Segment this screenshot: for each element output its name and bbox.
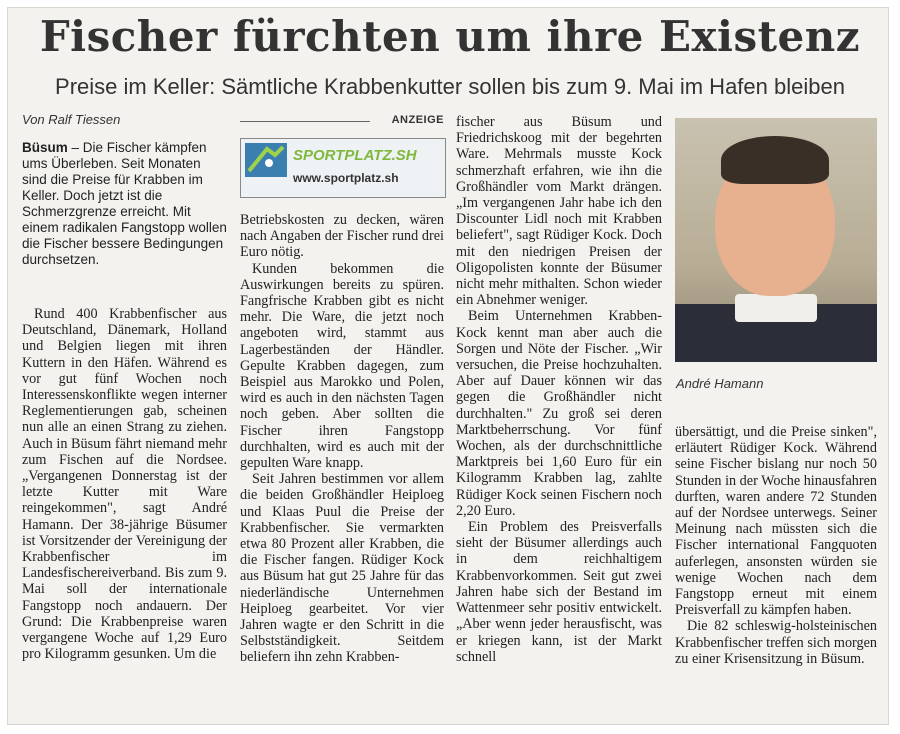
lead-text: – Die Fischer kämpfen ums Überleben. Seit Monaten sind die Preise für Krabben im Keller. Doch jetzt ist die Schmerzgrenze erreicht. Mit einem radikalen Fangstopp wollen die Fischer bessere Bedingungen durchsetzen.	[22, 140, 227, 267]
paragraph: Die 82 schleswig-holsteinischen Krabbenfischer treffen sich morgen zu einer Krisensitzung in Büsum.	[675, 618, 877, 667]
column-2	[240, 212, 444, 666]
sportplatz-ad[interactable]	[240, 138, 446, 198]
subheadline: Preise im Keller: Sämtliche Krabbenkutter sollen bis zum 9. Mai im Hafen bleiben	[55, 74, 845, 99]
paragraph: Seit Jahren bestimmen vor allem die beiden Großhändler Heiploeg und Klaas Puul die Preise der Krabbenfischer. Sie vermarkten etwa 80 Prozent aller Krabben, die die Fischer fangen. Rüdiger Kock aus Büsum hat gut 25 Jahre für das niederländische Unternehmen Heiploeg gearbeitet. Vor vier Jahren wagte er den Schritt in die Selbstständigkeit. Seitdem beliefern ihn zehn Krabben-	[240, 471, 444, 666]
column-1	[22, 306, 227, 662]
ad-divider	[240, 121, 370, 122]
paragraph: Beim Unternehmen Krabben-Kock kennt man aber auch die Sorgen und Nöte der Fischer. „Wir versuchen, die Preise hochzuhalten. Aber auf Dauer können wir das gegen die Großhändler nicht durchhalten." Zu groß sei deren Marktbeherrschung. Vor fünf Wochen, als der durchschnittliche Marktpreis bei 1,60 Euro für ein Kilogramm Krabben lag, zahlte Rüdiger Kock seinen Fischern noch 2,20 Euro.	[456, 308, 662, 519]
photo-collar	[735, 294, 817, 322]
portrait-photo	[675, 118, 877, 362]
ad-brand: SPORTPLATZ.SH	[293, 147, 417, 164]
paragraph: Rund 400 Krabbenfischer aus Deutschland, Dänemark, Holland und Belgien liegen mit ihren Kuttern in den Häfen. Während es vor gut fünf Wochen noch Interessenskonflikte wegen interner Reglementierungen gab, scheinen nun alle an einen Strang zu ziehen. Auch in Büsum fährt niemand mehr zum Fischen auf die Nordsee. „Vergangenen Donnerstag ist der letzte Kutter mit Ware reingekommen", sagt André Hamann. Der 38-jährige Büsumer ist Vorsitzender der Vereinigung der Krabbenfischer im Landesfischereiverband. Bis zum 9. Mai soll der internationale Fangstopp noch andauern. Der Grund: Die Krabbenpreise waren vergangene Woche auf 1,29 Euro pro Kilogramm gesunken. Um die	[22, 306, 227, 663]
photo-caption: André Hamann	[676, 376, 764, 391]
photo-hair	[721, 136, 829, 184]
sportplatz-logo-icon	[245, 143, 287, 177]
paragraph: übersättigt, und die Preise sinken", erläutert Rüdiger Kock. Während seine Fischer bislang nur noch 50 Stunden in der Woche hinausfahren durften, waren andere 72 Stunden auf der Nordsee unterwegs. Seiner Meinung nach müssten sich die Fischer international Fangquoten auferlegen, ansonsten würden sie wenige Wochen nach dem Fangstopp erneut mit einem Preisverfall zu kämpfen haben.	[675, 424, 877, 619]
lead-place: Büsum	[22, 140, 68, 155]
column-4	[675, 424, 877, 667]
paragraph: Betriebskosten zu decken, wären nach Angaben der Fischer rund drei Euro nötig.	[240, 212, 444, 261]
column-3	[456, 114, 662, 665]
byline: Von Ralf Tiessen	[22, 112, 121, 127]
paragraph: Kunden bekommen die Auswirkungen bereits zu spüren. Fangfrische Krabben gibt es nicht mehr. Die Ware, die jetzt noch angeboten wird, stammt aus Lagerbeständen der Händler. Gepulte Krabben dagegen, zum Beispiel aus Marokko und Polen, wird es auch in den nächsten Tagen noch geben. Aber sollten die Fischer ihren Fangstopp durchhalten, wird es auch mit der gepulten Ware knapp.	[240, 260, 444, 472]
lead-paragraph	[22, 140, 227, 268]
ad-url-link[interactable]: www.sportplatz.sh	[293, 171, 399, 185]
ad-label-text: ANZEIGE	[391, 114, 444, 126]
paragraph: Ein Problem des Preisverfalls sieht der Büsumer allerdings auch in dem reichhaltigem Krabbenvorkommen. Seit gut zwei Jahren habe sich der Bestand im Wattenmeer sehr positiv entwickelt. „Aber wenn jeder herausfischt, was er kriegen kann, ist der Markt schnell	[456, 519, 662, 665]
headline: Fischer fürchten um ihre Existenz	[39, 12, 861, 61]
paragraph: fischer aus Büsum und Friedrichskoog mit der begehrten Ware. Mehrmals musste Kock schmerzhaft erfahren, wie ihn die Großhändler vom Markt drängen. „Im vergangenen Jahr habe ich den Discounter Lidl noch mit Krabben beliefert", sagt Rüdiger Kock. Doch mit den niedrigen Preisen der Oligopolisten konnte der Büsumer nicht mehr mithalten. Schon wieder ein Abnehmer weniger.	[456, 114, 662, 309]
